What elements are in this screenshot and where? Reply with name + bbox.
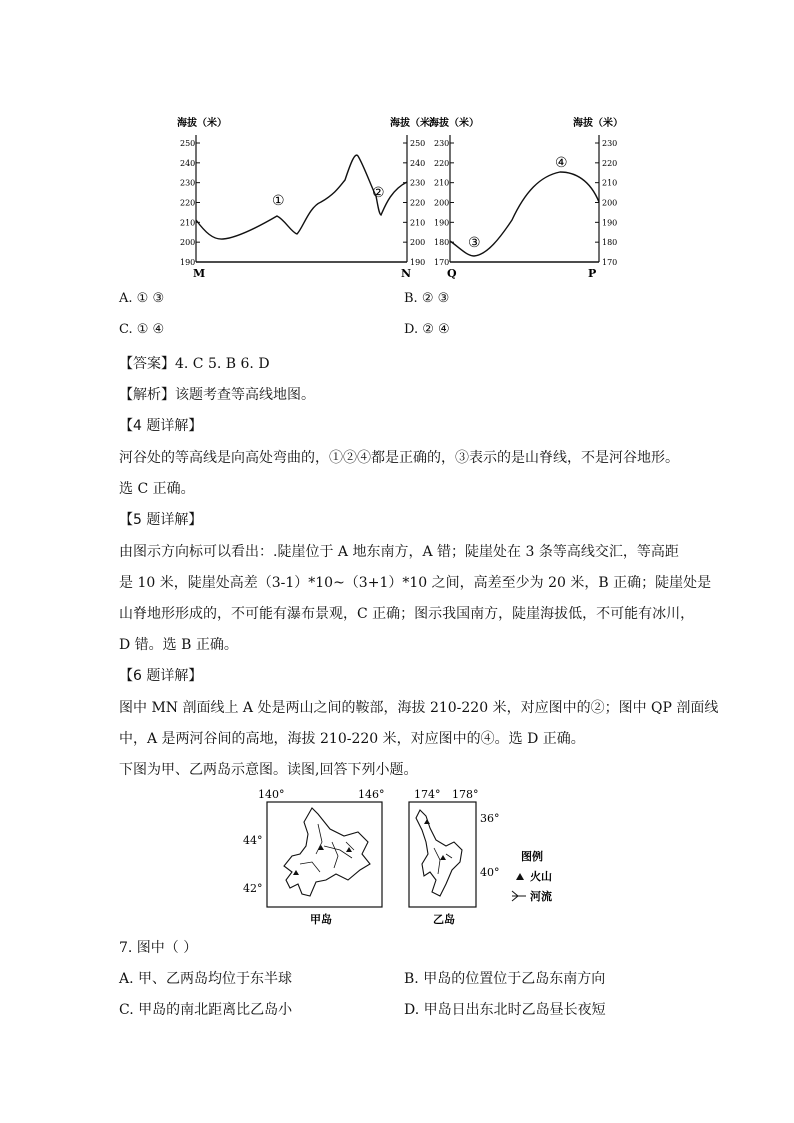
q4-line-2: 选 C 正确。 bbox=[119, 481, 195, 497]
legend-river-label: 河流 bbox=[530, 890, 552, 903]
yi-volcano-2 bbox=[440, 855, 446, 860]
yi-lat-40: 40° bbox=[480, 866, 500, 879]
jia-lon-140: 140° bbox=[258, 788, 285, 801]
legend-title: 图例 bbox=[521, 850, 543, 863]
q6-line-2: 中，A 是两河谷间的高地，海拔 210-220 米，对应图中的④。选 D 正确。 bbox=[119, 731, 585, 747]
qp-right-tick-label: 230 bbox=[602, 139, 618, 148]
qp-left-tick-label: 210 bbox=[434, 178, 450, 188]
qp-y-label-left: 海拔（米） bbox=[429, 118, 479, 129]
mn-left-tick-label: 250 bbox=[180, 139, 196, 148]
mn-left-tick-label: 220 bbox=[180, 198, 196, 208]
intro-line: 下图为甲、乙两岛示意图。读图,回答下列小题。 bbox=[119, 762, 418, 778]
island-map bbox=[240, 784, 560, 926]
analysis-line: 【解析】该题考查等高线地图。 bbox=[119, 387, 315, 403]
jia-panel bbox=[243, 788, 385, 926]
jia-volcano-3 bbox=[293, 870, 299, 875]
jia-island-outline bbox=[284, 808, 370, 896]
q4-heading: 【4 题详解】 bbox=[119, 418, 203, 434]
jia-lat-44: 44° bbox=[243, 834, 263, 847]
legend-volcano-icon bbox=[516, 873, 524, 880]
qp-right-tick-label: 180 bbox=[602, 238, 618, 248]
mn-y-label-right: 海拔（米） bbox=[390, 118, 440, 129]
q7-option-d: D. 甲岛日出东北时乙岛昼长夜短 bbox=[404, 1002, 606, 1018]
jia-caption: 甲岛 bbox=[310, 913, 332, 926]
yi-volcano-1 bbox=[424, 819, 430, 824]
q4-line-1: 河谷处的等高线是向高处弯曲的，①②④都是正确的，③表示的是山脊线，不是河谷地形。 bbox=[119, 450, 679, 466]
mn-right-tick-label: 200 bbox=[410, 238, 426, 248]
answer-line: 【答案】4. C 5. B 6. D bbox=[119, 356, 270, 372]
q6-option-b: B. ② ③ bbox=[404, 291, 450, 306]
q5-line-3: 山脊地形形成的，不可能有瀑布景观，C 正确；图示我国南方，陡崖海拔低，不可能有冰川， bbox=[119, 606, 695, 622]
marker-2: ② bbox=[372, 185, 385, 201]
yi-panel bbox=[409, 788, 500, 926]
q5-line-1: 由图示方向标可以看出：.陡崖位于 A 地东南方，A 错；陡崖处在 3 条等高线交汇，等高距 bbox=[119, 544, 679, 560]
marker-1: ① bbox=[272, 193, 285, 209]
legend-river-icon bbox=[512, 891, 526, 901]
q6-heading: 【6 题详解】 bbox=[119, 668, 203, 684]
yi-lon-178: 178° bbox=[452, 788, 479, 801]
qp-right-tick-label: 220 bbox=[602, 158, 618, 168]
q5-heading: 【5 题详解】 bbox=[119, 512, 203, 528]
jia-frame bbox=[267, 802, 382, 907]
q5-line-4: D 错。选 B 正确。 bbox=[119, 637, 238, 653]
yi-lon-174: 174° bbox=[414, 788, 441, 801]
marker-4: ④ bbox=[555, 155, 568, 171]
yi-island-outline bbox=[416, 810, 462, 896]
q6-option-a: A. ① ③ bbox=[119, 291, 165, 306]
profile-mn bbox=[177, 116, 440, 280]
qp-left-tick-label: 180 bbox=[434, 238, 450, 248]
mn-right-tick-label: 230 bbox=[410, 178, 426, 188]
qp-left-tick-label: 230 bbox=[434, 139, 450, 148]
legend-volcano-label: 火山 bbox=[530, 870, 552, 883]
mn-left-tick-label: 190 bbox=[180, 258, 196, 267]
mn-right-tick-label: 210 bbox=[410, 218, 426, 228]
mn-left-tick-label: 210 bbox=[180, 218, 196, 228]
mn-left-tick-label: 230 bbox=[180, 178, 196, 188]
qp-y-label-right: 海拔（米） bbox=[573, 118, 623, 129]
yi-rivers bbox=[434, 848, 452, 874]
q7-stem: 7. 图中（ ） bbox=[119, 940, 198, 956]
qp-right-tick-label: 210 bbox=[602, 178, 618, 188]
qp-right-tick-label: 200 bbox=[602, 198, 618, 208]
mn-right-tick-label: 220 bbox=[410, 198, 426, 208]
marker-3: ③ bbox=[468, 235, 481, 251]
q6-option-d: D. ② ④ bbox=[404, 322, 450, 337]
mn-x-end: N bbox=[401, 267, 412, 280]
profile-qp bbox=[429, 116, 623, 280]
mn-left-tick-label: 240 bbox=[180, 158, 196, 168]
mn-right-tick-label: 250 bbox=[410, 139, 426, 148]
mn-x-start: M bbox=[193, 267, 206, 280]
mn-right-tick-label: 190 bbox=[410, 258, 426, 267]
mn-left-tick-label: 200 bbox=[180, 238, 196, 248]
q6-option-c: C. ① ④ bbox=[119, 322, 165, 337]
q7-option-b: B. 甲岛的位置位于乙岛东南方向 bbox=[404, 971, 606, 987]
mn-y-label-left: 海拔（米） bbox=[177, 118, 227, 129]
qp-right-tick-label: 170 bbox=[602, 258, 618, 267]
jia-lon-146: 146° bbox=[358, 788, 385, 801]
qp-left-tick-label: 170 bbox=[434, 258, 450, 267]
qp-x-end: P bbox=[588, 267, 597, 280]
q7-option-c: C. 甲岛的南北距离比乙岛小 bbox=[119, 1002, 293, 1018]
qp-left-tick-label: 200 bbox=[434, 198, 450, 208]
qp-x-start: Q bbox=[447, 267, 457, 280]
jia-lat-42: 42° bbox=[243, 882, 263, 895]
mn-right-tick-label: 240 bbox=[410, 158, 426, 168]
profile-figure bbox=[175, 110, 623, 285]
jia-rivers bbox=[300, 824, 354, 872]
q7-option-a: A. 甲、乙两岛均位于东半球 bbox=[119, 971, 293, 987]
qp-right-tick-label: 190 bbox=[602, 218, 618, 228]
jia-volcano-2 bbox=[346, 847, 352, 852]
yi-lat-36: 36° bbox=[480, 812, 500, 825]
qp-left-tick-label: 190 bbox=[434, 218, 450, 228]
map-legend bbox=[512, 849, 552, 903]
yi-caption: 乙岛 bbox=[433, 913, 455, 926]
q5-line-2: 是 10 米，陡崖处高差（3-1）*10~（3+1）*10 之间，高差至少为 20 米，B 正确；陡崖处是 bbox=[119, 575, 712, 591]
q6-line-1: 图中 MN 剖面线上 A 处是两山之间的鞍部，海拔 210-220 米，对应图中的②；图中 QP 剖面线 bbox=[119, 700, 719, 716]
qp-left-tick-label: 220 bbox=[434, 158, 450, 168]
